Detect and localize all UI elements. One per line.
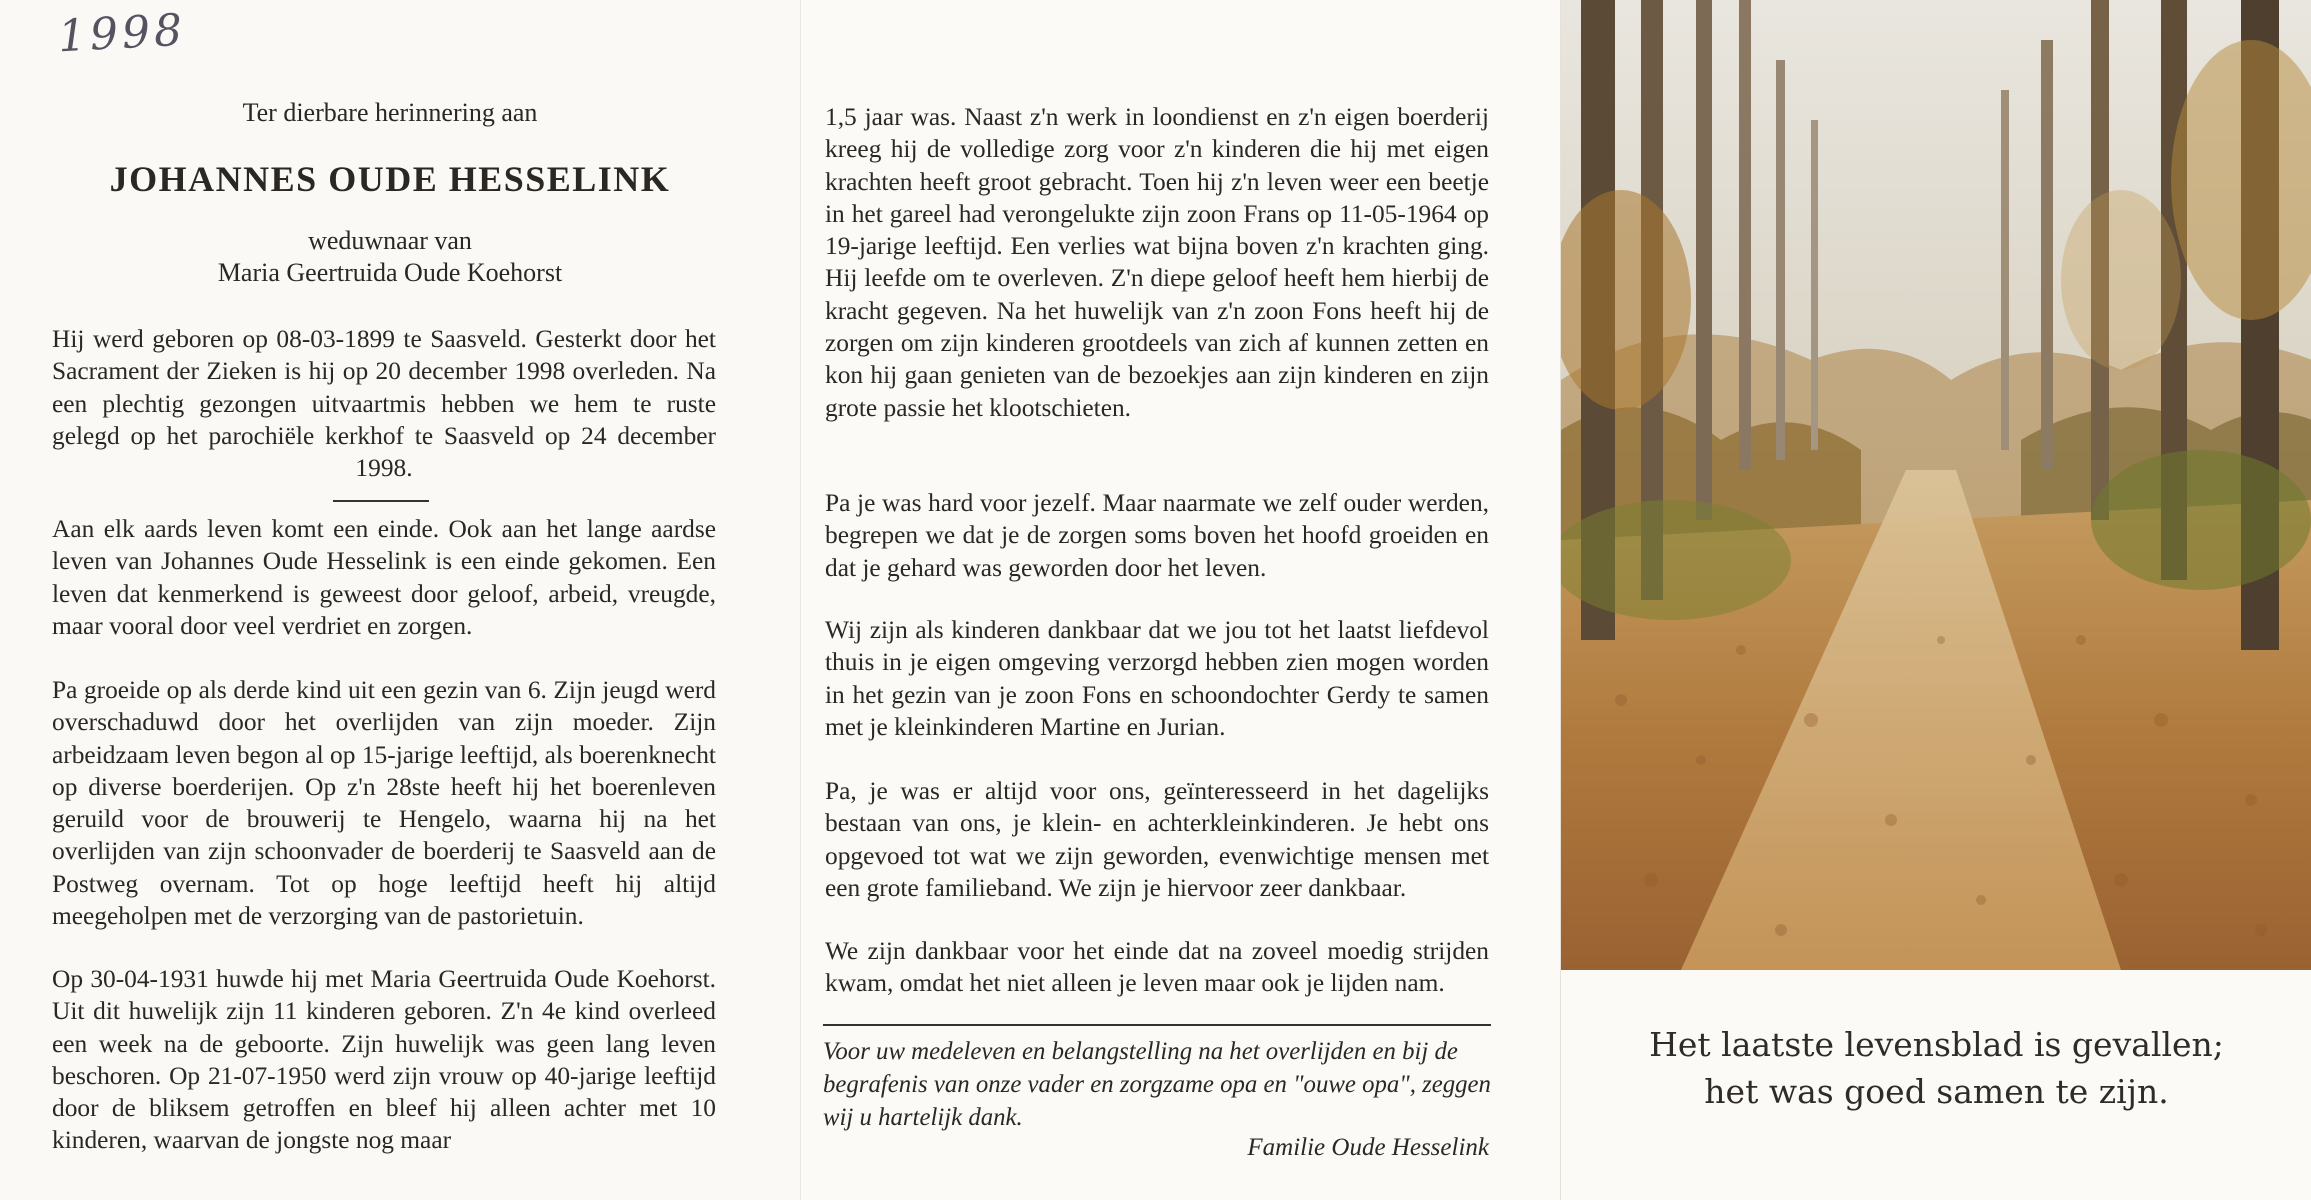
paragraph-grateful-end: We zijn dankbaar voor het einde dat na zoveel moedig strijden kwam, omdat het niet alleen je leven maar ook je lijden nam. xyxy=(825,937,1489,998)
divider-acknowledgement xyxy=(823,1024,1491,1026)
middle-panel xyxy=(800,0,1561,1200)
paragraph-life-end: Aan elk aards leven komt een einde. Ook aan het lange aardse leven van Johannes Oude Hesselink is een einde gekomen. Een leven dat kenmerkend is geweest door geloof, arbeid, vreugde, maar vooral door veel verdriet en zorgen. xyxy=(52,515,716,640)
paragraph-youth-work: Pa groeide op als derde kind uit een gezin van 6. Zijn jeugd werd overschaduwd door het overlijden van zijn moeder. Zijn arbeidzaam leven begon al op 15-jarige leeftijd, als boerenknecht op diverse boerderijen. Op z'n 28ste heeft hij het boerenleven geruild voor de brouwerij te Hengelo, waarna hij na het overlijden van zijn schoonvader de boerderij te Saasveld aan de Postweg overnam. Tot op hoge leeftijd heeft hij altijd meegeholpen met de verzorging van de pastorietuin. xyxy=(52,676,716,931)
wife-name: Maria Geertruida Oude Koehorst xyxy=(217,258,563,287)
acknowledgement-text: Voor uw medeleven en belangstelling na het overlijden en bij de begrafenis van onze vader en zorgzame opa en "ouwe opa", zeggen wij u hartelijk dank. xyxy=(823,1038,1491,1131)
paragraph-hard-for-yourself: Pa je was hard voor jezelf. Maar naarmate we zelf ouder werden, begrepen we dat je de zorgen soms boven het hoofd groeiden en dat je gehard was geworden door het leven. xyxy=(825,489,1489,582)
paragraph-continuation: 1,5 jaar was. Naast z'n werk in loondienst en z'n eigen boerderij kreeg hij de volledige zorg voor z'n kinderen die hij met eigen krachten heeft groot gebracht. Toen hij z'n leven weer een beetje in het gareel had verongelukte zijn zoon Frans op 11-05-1964 op 19-jarige leeftijd. Een verlies wat bijna boven z'n krachten ging. Hij leefde om te overleven. Z'n diepe geloof heeft hem hierbij de kracht gegeven. Na het huwelijk van z'n zoon Fons heeft hij de zorgen om zijn kinderen grootdeels van zich af kunnen zetten en kon hij gaan genieten van de bezoekjes aan zijn kinderen en zijn grote passie het klootschieten. xyxy=(825,103,1489,422)
widower-of-line: weduwnaar van xyxy=(308,226,472,255)
paragraph-grateful-care: Wij zijn als kinderen dankbaar dat we jou tot het laatst liefdevol thuis in je eigen omgeving verzorgd hebben zien mogen worden in het gezin van je zoon Fons en schoondochter Gerdy te samen met je kleinkinderen Martine en Jurian. xyxy=(825,616,1489,741)
paragraph-marriage: Op 30-04-1931 huwde hij met Maria Geertruida Oude Koehorst. Uit dit huwelijk zijn 11 kinderen geboren. Z'n 4e kind overleed een week na de geboorte. Zijn huwelijk was geen lang leven beschoren. Op 21-07-1950 werd zijn vrouw op 40-jarige leeftijd door de bliksem getroffen en bleef hij alleen achter met 10 kinderen, waarvan de jongste nog maar xyxy=(52,965,716,1155)
poem-line-1: Het laatste levensblad is gevallen; xyxy=(1649,1025,2224,1064)
poem-line-2: het was goed samen te zijn. xyxy=(1704,1072,2169,1111)
paragraph-birth-death: Hij werd geboren op 08-03-1899 te Saasveld. Gesterkt door het Sacrament der Zieken is hij op 20 december 1998 overleden. Na een plechtig gezongen uitvaartmis hebben we hem te ruste gelegd op het parochiële kerkhof te Saasveld op 24 december 1998. xyxy=(52,325,716,483)
right-panel xyxy=(1560,0,2311,1200)
divider-short xyxy=(333,500,429,502)
intro-line: Ter dierbare herinnering aan xyxy=(242,98,538,127)
autumn-forest-photo xyxy=(1561,0,2311,970)
left-panel xyxy=(0,0,800,1200)
family-signature: Familie Oude Hesselink xyxy=(1247,1134,1489,1161)
handwritten-year-note: 1998 xyxy=(56,4,188,63)
deceased-name: JOHANNES OUDE HESSELINK xyxy=(109,159,671,199)
paragraph-always-there: Pa, je was er altijd voor ons, geïnteresseerd in het dagelijks bestaan van ons, je klein- en achterkleinkinderen. Je hebt ons opgevoed tot wat we zijn geworden, evenwichtige mensen met een grote familieband. We zijn je hiervoor zeer dankbaar. xyxy=(825,777,1489,902)
